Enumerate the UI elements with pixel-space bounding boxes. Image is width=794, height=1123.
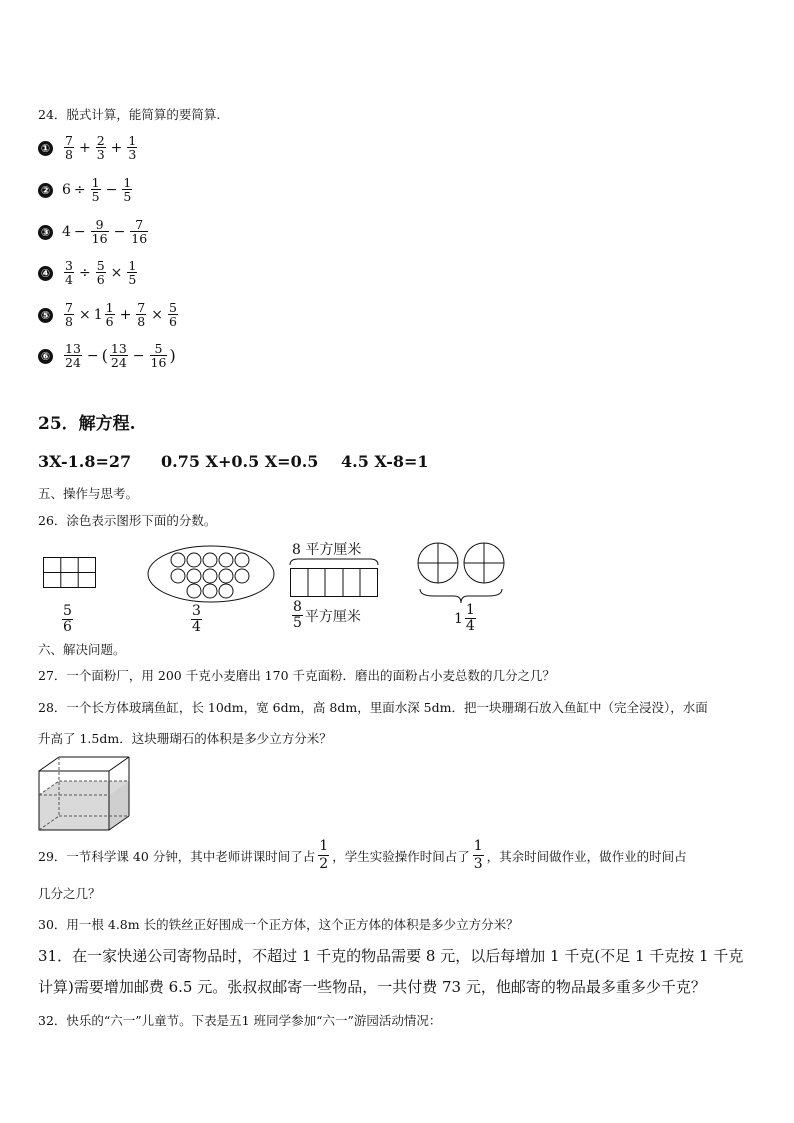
fraction-label-2: $\frac{3}{4}$ bbox=[192, 603, 201, 635]
fraction-label-3: $\frac{8}{5}$ 平方厘米 bbox=[293, 599, 361, 631]
mixed-number-label: 1 $\frac{1}{4}$ bbox=[454, 602, 475, 634]
expression-1: $\frac{7}{8}$ + $\frac{2}{3}$ + $\frac{1}{3}$ bbox=[65, 133, 137, 162]
q26-title: 26．涂色表示图形下面的分数。 bbox=[38, 513, 217, 528]
item-marker-2: ② bbox=[38, 183, 53, 198]
area-label-top: 8 平方厘米 bbox=[292, 542, 362, 558]
bracketed-bar-figure bbox=[286, 555, 382, 599]
fish-tank-figure bbox=[36, 753, 132, 833]
q24-title: 24．脱式计算，能简算的要简算. bbox=[38, 107, 221, 122]
expression-4: $\frac{3}{4}$ ÷ $\frac{5}{6}$ × $\frac{1}{5}$ bbox=[65, 258, 137, 287]
q32-text: 32．快乐的“六一”儿童节。下表是五1 班同学参加“六一”游园活动情况： bbox=[38, 1013, 442, 1028]
fraction-label-1: $\frac{5}{6}$ bbox=[63, 603, 72, 635]
q31-line1: 31．在一家快递公司寄物品时，不超过 1 千克的物品需要 8 元，以后每增加 1 千克(不足 1 千克按 1 千克 bbox=[38, 947, 744, 965]
q28-line1: 28．一个长方体玻璃鱼缸，长 10dm，宽 6dm，高 8dm，里面水深 5dm．把一块珊瑚石放入鱼缸中（完全浸没），水面 bbox=[38, 700, 708, 715]
q27-text: 27．一个面粉厂，用 200 千克小麦磨出 170 千克面粉．磨出的面粉占小麦总数的几分之几？ bbox=[38, 668, 556, 683]
equation-3: 4.5 X-8=1 bbox=[341, 452, 429, 471]
q29-line1: 29．一节科学课 40 分钟，其中老师讲课时间了占 $\frac{1}{2}$ ，学生实验操作时间占了 $\frac{1}{3}$ ，其余时间做作业，做作业的时间占 bbox=[38, 838, 687, 872]
q31-line2: 计算)需要增加邮费 6.5 元。张叔叔邮寄一些物品，一共付费 73 元，他邮寄的物品最多重多少千克？ bbox=[38, 978, 706, 996]
two-circles-figure bbox=[414, 541, 510, 607]
item-marker-5: ⑤ bbox=[38, 308, 53, 323]
grid-rectangle-figure bbox=[40, 553, 100, 593]
q29-line2: 几分之几？ bbox=[38, 886, 101, 901]
expression-6: $\frac{13}{24}$ − ( $\frac{13}{24}$ − $\frac{5}{16}$ ) bbox=[65, 341, 176, 370]
equation-2: 0.75 X+0.5 X=0.5 bbox=[161, 452, 319, 471]
item-marker-6: ⑥ bbox=[38, 349, 53, 364]
expression-2: 6 ÷ $\frac{1}{5}$ − $\frac{1}{5}$ bbox=[62, 175, 132, 204]
section-five-heading: 五、操作与思考。 bbox=[38, 486, 139, 501]
q28-line2: 升高了 1.5dm．这块珊瑚石的体积是多少立方分米？ bbox=[38, 731, 332, 746]
expression-5: $\frac{7}{8}$ × 1 $\frac{1}{6}$ + $\frac{7}{8}$ × $\frac{5}{6}$ bbox=[65, 300, 177, 329]
item-marker-3: ③ bbox=[38, 225, 53, 240]
item-marker-1: ① bbox=[38, 141, 53, 156]
item-marker-4: ④ bbox=[38, 266, 53, 281]
expression-3: 4 − $\frac{9}{16}$ − $\frac{7}{16}$ bbox=[62, 217, 148, 246]
section-six-heading: 六、解决问题。 bbox=[38, 642, 126, 657]
q30-text: 30．用一根 4.8m 长的铁丝正好围成一个正方体，这个正方体的体积是多少立方分米？ bbox=[38, 917, 519, 932]
q25-title: 25．解方程. bbox=[38, 414, 136, 434]
equation-1: 3X-1.8=27 bbox=[38, 452, 132, 471]
ellipse-circles-figure bbox=[146, 544, 276, 604]
